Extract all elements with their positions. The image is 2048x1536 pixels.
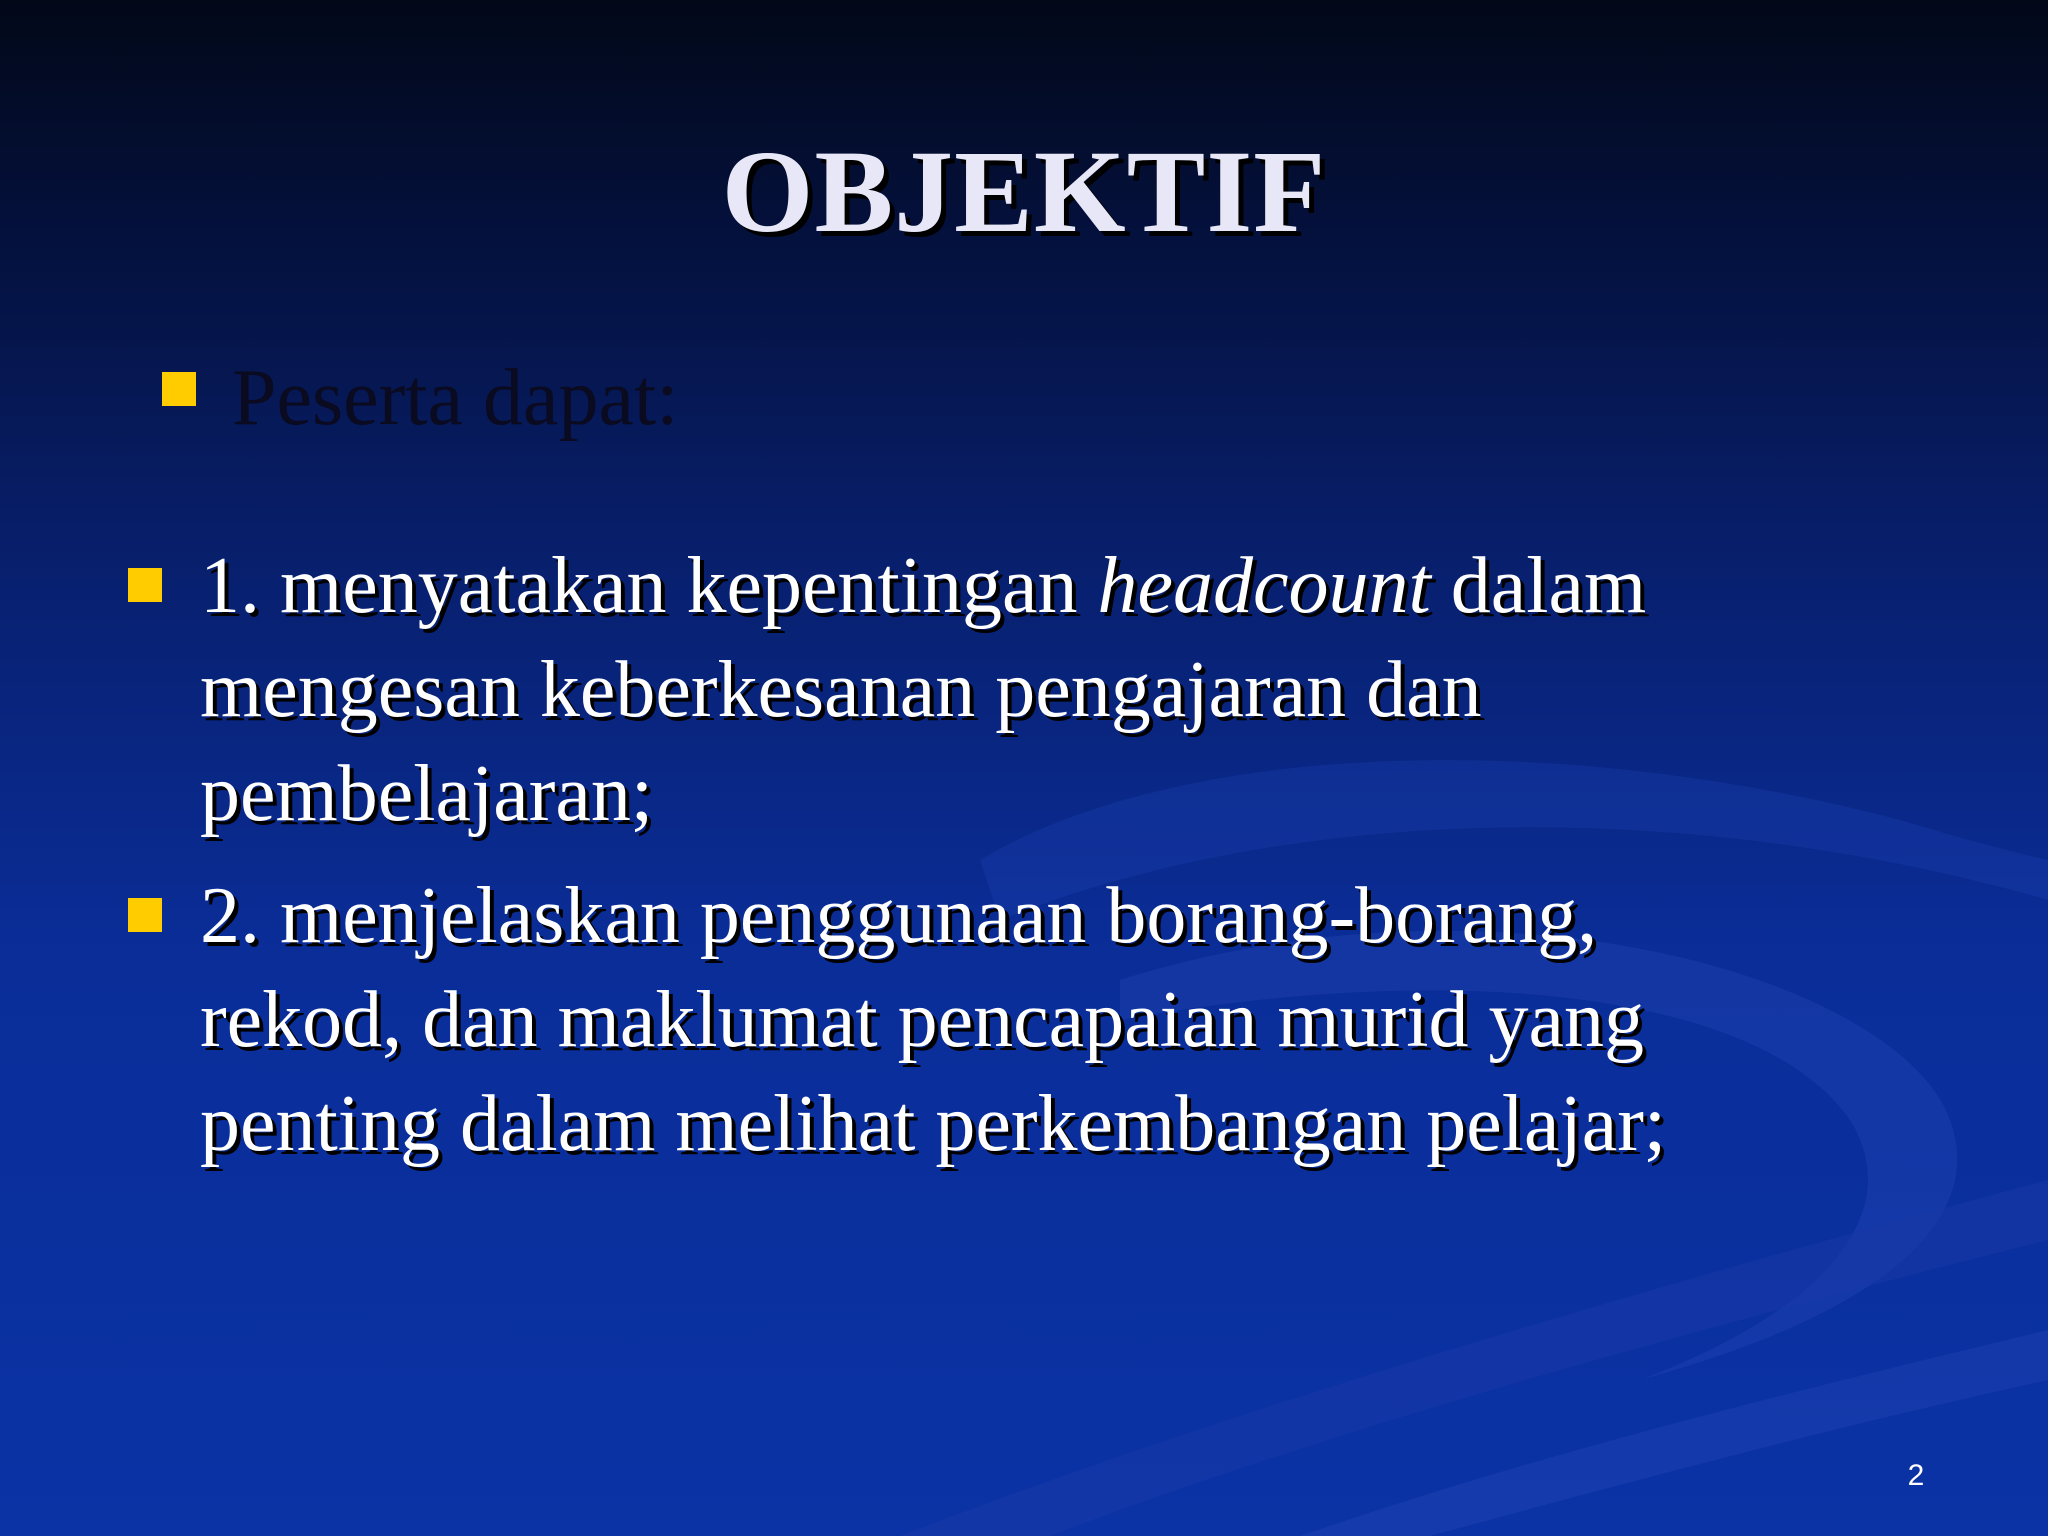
bullet-item-2 (128, 898, 162, 932)
item-1-line-1 (200, 534, 1646, 638)
item-1-text-after: dalam (1430, 542, 1647, 630)
bullet-item-1 (128, 568, 162, 602)
item-1-line-2: mengesan keberkesanan pengajaran dan (200, 646, 1482, 734)
lead-text: Peserta dapat: (232, 354, 679, 442)
page-number: 2 (1907, 1459, 1925, 1492)
item-1-italic-term: headcount (1097, 542, 1431, 630)
item-2-line-1: 2. menjelaskan penggunaan borang-borang, (200, 872, 1598, 960)
bullet-lead (162, 372, 196, 406)
item-2-line-3: penting dalam melihat perkembangan pelajar; (200, 1080, 1667, 1168)
item-1-text-before: 1. menyatakan kepentingan (200, 542, 1098, 630)
slide-title: OBJEKTIF (721, 126, 1327, 257)
item-2-line-2: rekod, dan maklumat pencapaian murid yang (200, 976, 1644, 1064)
item-1-line-3: pembelajaran; (200, 750, 654, 838)
